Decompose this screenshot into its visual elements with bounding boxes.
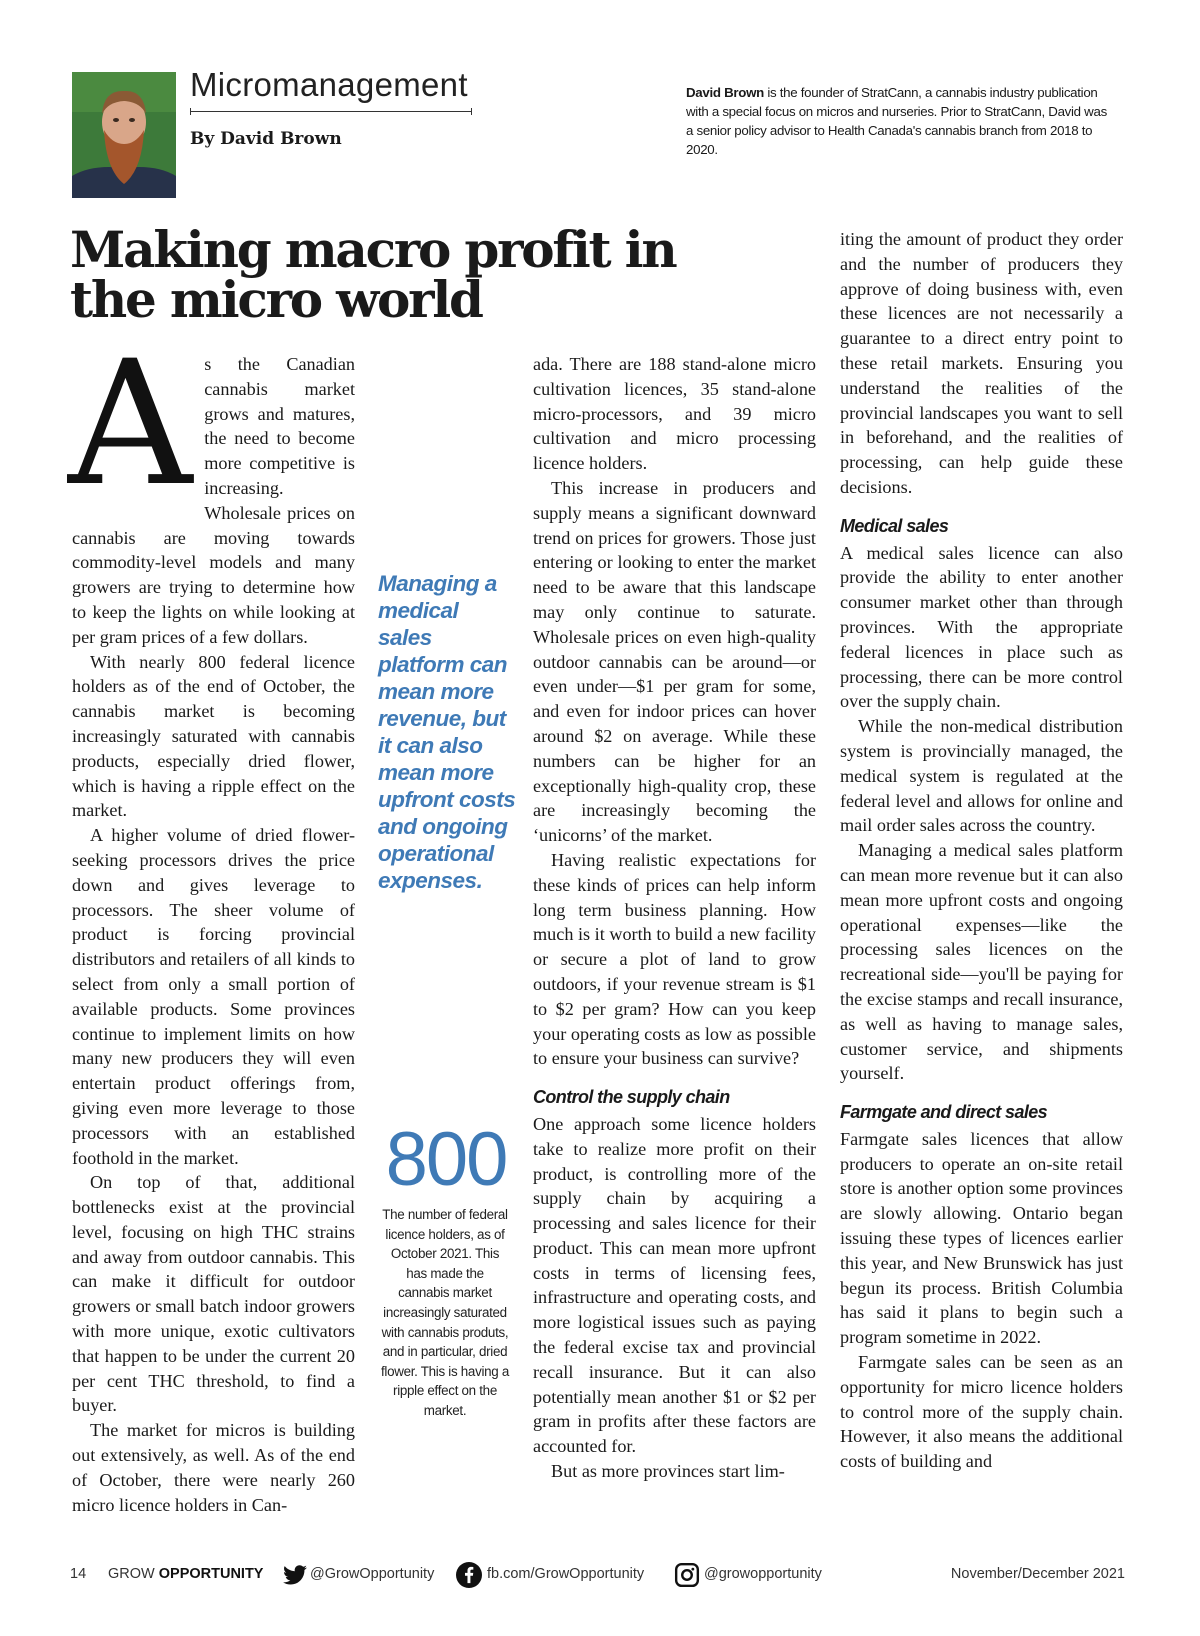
article-column-1 [68, 323, 355, 1517]
author-photo [72, 72, 176, 198]
paragraph: s the Canadian cannabis market grows and matures, the need to become more competitive is increasing. Wholesale prices on cannabis are moving towards commodity-level models and many growers are trying to determine how to keep the lights on while looking at per gram prices of a few dollars. [72, 354, 355, 647]
stat-caption: The number of federal licence holders, as of October 2021. This has made the cannabis market increasingly saturated with cannabis produts, and in particular, dried flower. This is having a ripple effect on the market. [380, 1207, 509, 1418]
paragraph: One approach some licence holders take to realize more profit on their product, is controlling more of the supply chain by acquiring a processing and sales licence for their product. This can mean more upfront costs in terms of licensing fees, infrastructure and operating costs, and more logistical issues such as paying the federal excise tax and provincial recall insurance. But it can also potentially mean another $1 or $2 per gram in profits after these factors are accounted for. [533, 1113, 816, 1457]
stat-number: 800 [385, 1117, 507, 1202]
brand-part-2: OPPORTUNITY [158, 1566, 264, 1582]
paragraph: A higher volume of dried flower-seeking processors drives the price down and gives leverage to processors. The sheer volume of product is forcing provincial distributors and retailers of all kinds to select from only a small portion of available products. Some provinces continue to implement limits on how many new producers they will even entertain product offerings from, giving even more leverage to those processors with an established foothold in the market. [72, 825, 355, 1168]
bio-name: David Brown [686, 85, 764, 100]
facebook-icon[interactable] [456, 1562, 482, 1588]
article-column-2 [533, 352, 816, 1484]
paragraph: On top of that, additional bottlenecks exist at the provincial level, focusing on high THC strains and away from outdoor cannabis. This can make it difficult for outdoor growers or small batch indoor growers with more unique, exotic cultivators that happen to be under the current 20 per cent THC threshold, to find a buyer. [72, 1172, 355, 1416]
paragraph: This increase in producers and supply means a significant downward trend on prices for growers. Those just entering or looking to enter the market need to be aware that this landscape may only continue to saturate. Wholesale prices on even high-quality outdoor cannabis can be around—or even under—$1 per gram for some, and even for indoor prices can hover around $2 on average. While these numbers can be higher for an exceptionally high-quality crop, these are increasingly becoming the ‘unicorns’ of the market. [533, 477, 816, 846]
headline: Making macro profit in the micro world [70, 220, 676, 329]
instagram-handle[interactable]: @growopportunity [704, 1566, 822, 1582]
paragraph: Farmgate sales can be seen as an opportunity for micro licence holders to control more of the supply chain. However, it also means the additional costs of building and [840, 1352, 1123, 1472]
facebook-link[interactable]: fb.com/GrowOpportunity [487, 1566, 645, 1582]
twitter-handle[interactable]: @GrowOpportunity [310, 1566, 435, 1582]
paragraph: Having realistic expectations for these kinds of prices can help inform long term business planning. How much is it worth to build a new facility or secure a plot of land to grow outdoors, if your revenue stream is $1 to $2 per gram? How can you keep your operating costs as low as possible to ensure your business can survive? [533, 849, 816, 1069]
byline: By David Brown [190, 129, 342, 149]
paragraph: Managing a medical sales platform can mean more revenue but it can also mean more upfront costs and ongoing operational expenses—like the processing sales licences on the recreational side—you'll be paying for the excise stamps and recall insurance, as well as having to manage sales, customer service, and shipments yourself. [840, 840, 1123, 1084]
bio-text: is the founder of StratCann, a cannabis industry publication with a special focus on micros and nurseries. Prior to StratCann, David was a senior policy advisor to Health Canada's cannabis branch from 2018 to 2020. [686, 85, 1107, 157]
paragraph: With nearly 800 federal licence holders as of the end of October, the cannabis market is becoming increasingly saturated with cannabis products, especially dried flower, which is having a ripple effect on the market. [72, 651, 355, 821]
pull-quote: Managing a medical sales platform can mean more revenue, but it can also mean more upfront costs and ongoing operational expenses. [378, 571, 516, 893]
page-footer [70, 1560, 1125, 1590]
brand-part-1: GROW [108, 1566, 155, 1582]
article-column-3 [840, 227, 1123, 1474]
author-bio [686, 83, 1116, 159]
header-rule [190, 111, 472, 112]
column-name: Micromanagement [190, 66, 468, 103]
page-number: 14 [70, 1566, 87, 1582]
paragraph: While the non-medical distribution system is provincially managed, the medical system is regulated at the federal level and allows for online and mail order sales across the country. [840, 716, 1123, 836]
paragraph: The market for micros is building out extensively, as well. As of the end of October, there were nearly 260 micro licence holders in Can- [72, 1420, 355, 1515]
paragraph: A medical sales licence can also provide the ability to enter another consumer market other than through provinces. With the appropriate federal licences in place such as processing, there can be more control over the supply chain. [840, 542, 1123, 712]
paragraph: iting the amount of product they order and the number of producers they approve of doing business with, even these licences are not necessarily a guarantee to a direct entry point to these retail markets. Ensuring you understand the realities of the provincial landscapes you want to sell in beforehand, and the realities of processing, can help guide these decisions. [840, 229, 1123, 497]
author-portrait-image [72, 72, 176, 198]
instagram-icon[interactable] [674, 1562, 700, 1588]
paragraph: ada. There are 188 stand-alone micro cultivation licences, 35 stand-alone micro-processors, and 39 micro cultivation and micro processing licence holders. [533, 354, 816, 474]
subheading-control-supply-chain: Control the supply chain [533, 1087, 730, 1108]
paragraph: But as more provinces start lim- [551, 1461, 785, 1482]
footer-brand [108, 1566, 263, 1582]
twitter-icon[interactable] [282, 1562, 308, 1588]
drop-cap: A [68, 323, 193, 524]
issue-date: November/December 2021 [950, 1566, 1125, 1582]
subheading-farmgate-sales: Farmgate and direct sales [840, 1102, 1048, 1123]
paragraph: Farmgate sales licences that allow producers to operate an on-site retail store is another option some provinces are slowly allowing. Ontario began issuing these types of licences earlier this year, and New Brunswick has just begun its process. British Columbia has said it plans to begin such a program sometime in 2022. [840, 1128, 1123, 1348]
subheading-medical-sales: Medical sales [840, 515, 949, 536]
